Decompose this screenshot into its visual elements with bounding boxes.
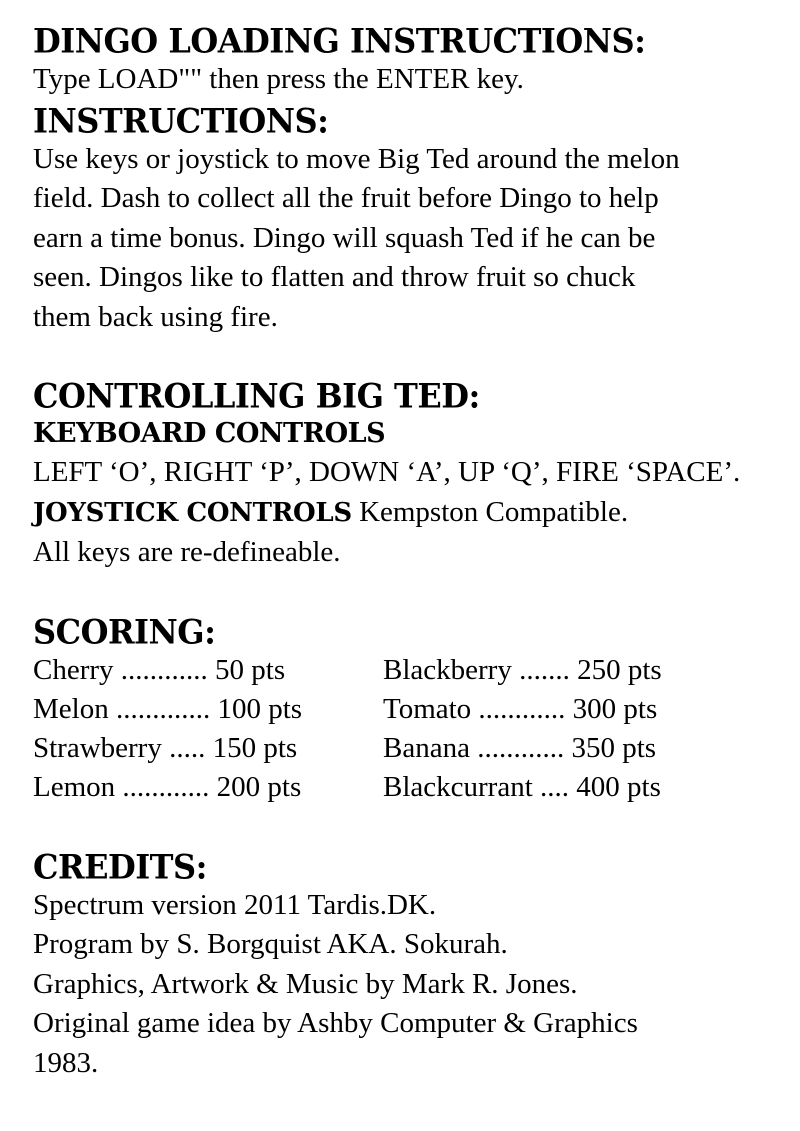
controls-heading: CONTROLLING BIG TED: [33,376,480,416]
score-item-blackberry: Blackberry ....... 250 pts [383,653,662,686]
score-item-lemon: Lemon ............ 200 pts [33,771,302,804]
keyboard-controls-heading: KEYBOARD CONTROLS [33,418,386,449]
credits-line: 1983. [33,1046,99,1079]
loading-heading: DINGO LOADING INSTRUCTIONS: [33,21,646,61]
keyboard-controls-text: LEFT ‘O’, RIGHT ‘P’, DOWN ‘A’, UP ‘Q’, FIRE ‘SPACE’. [33,456,741,488]
score-item-banana: Banana ............ 350 pts [383,732,657,765]
instructions-line: field. Dash to collect all the fruit before Dingo to help [33,182,659,214]
credits-heading: CREDITS: [33,846,207,887]
score-item-strawberry: Strawberry ..... 150 pts [33,732,298,765]
credits-line: Graphics, Artwork & Music by Mark R. Jones. [33,967,578,1000]
instructions-line: seen. Dingos like to flatten and throw fruit so chuck [33,261,636,293]
joystick-controls-line [33,493,793,534]
instructions-page [33,20,793,1083]
score-item-melon: Melon ............. 100 pts [33,692,303,725]
scoring-table [33,651,793,808]
loading-text: Type LOAD"" then press the ENTER key. [33,63,524,95]
scoring-heading: SCORING: [33,611,216,652]
instructions-line: them back using fire. [33,300,278,333]
joystick-controls-heading: JOYSTICK CONTROLS [33,497,352,528]
credits-line: Program by S. Borgquist AKA. Sokurah. [33,928,508,961]
instructions-heading: INSTRUCTIONS: [33,100,329,141]
instructions-line: Use keys or joystick to move Big Ted around the melon [33,142,680,175]
joystick-controls-text: Kempston Compatible. [351,495,629,528]
score-item-tomato: Tomato ............ 300 pts [383,692,658,725]
score-item-blackcurrant: Blackcurrant .... 400 pts [383,771,661,804]
score-item-cherry: Cherry ............ 50 pts [33,653,286,686]
credits-line: Spectrum version 2011 Tardis.DK. [33,888,437,921]
credits-line: Original game idea by Ashby Computer & Graphics [33,1007,638,1040]
instructions-line: earn a time bonus. Dingo will squash Ted if he can be [33,221,656,254]
redefine-text: All keys are re-defineable. [33,536,341,568]
